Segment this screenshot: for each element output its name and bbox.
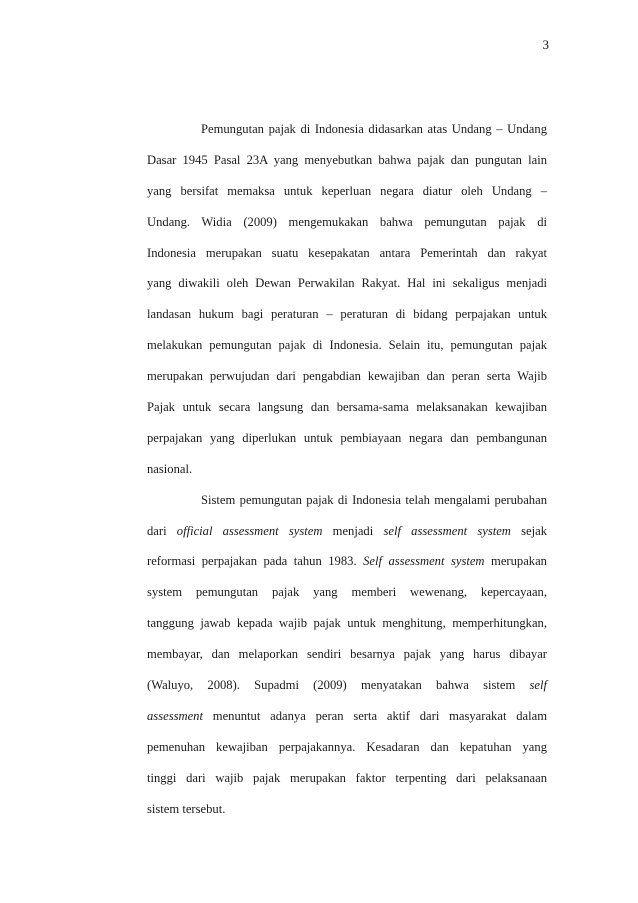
text-segment: membayar, dan melaporkan sendiri besarnya pajak yang harus dibayar	[147, 647, 547, 662]
text-line	[147, 584, 547, 615]
italic-term: official assessment system	[176, 523, 323, 538]
text-line	[147, 430, 547, 461]
text-segment: merupakan perwujudan dari pengabdian kewajiban dan peran serta Wajib	[147, 369, 547, 384]
text-segment: menjadi	[322, 523, 384, 538]
text-line	[147, 461, 547, 492]
text-line	[147, 121, 547, 152]
text-line	[147, 553, 547, 584]
text-line	[147, 801, 547, 832]
text-segment: merupakan	[484, 554, 547, 569]
italic-term: self	[529, 678, 547, 693]
italic-term: Self assessment system	[363, 554, 485, 569]
text-line	[147, 739, 547, 770]
text-line	[147, 245, 547, 276]
text-line	[147, 275, 547, 306]
text-line	[147, 492, 547, 523]
page-number: 3	[542, 37, 549, 52]
text-segment: Dasar 1945 Pasal 23A yang menyebutkan bahwa pajak dan pungutan lain	[147, 152, 547, 167]
text-segment: reformasi perpajakan pada tahun 1983.	[147, 554, 364, 569]
text-line	[147, 523, 547, 554]
text-line	[147, 337, 547, 368]
text-segment: menuntut adanya peran serta aktif dari masyarakat dalam	[202, 708, 547, 723]
text-segment: sistem tersebut.	[147, 801, 226, 816]
text-segment: landasan hukum bagi peraturan – peraturan di bidang perpajakan untuk	[147, 307, 547, 322]
text-line	[147, 368, 547, 399]
text-segment: nasional.	[147, 461, 193, 476]
text-line	[147, 708, 547, 739]
text-line	[147, 214, 547, 245]
text-segment: tanggung jawab kepada wajib pajak untuk menghitung, memperhitungkan,	[147, 616, 547, 631]
text-segment: Indonesia merupakan suatu kesepakatan antara Pemerintah dan rakyat	[147, 245, 547, 260]
body-text	[147, 121, 547, 831]
text-segment: Undang. Widia (2009) mengemukakan bahwa pemungutan pajak di	[147, 214, 547, 229]
italic-term: assessment	[147, 708, 203, 723]
text-segment: sejak	[510, 523, 547, 538]
text-segment: Pemungutan pajak di Indonesia didasarkan atas Undang – Undang	[201, 122, 547, 136]
text-line	[147, 646, 547, 677]
text-segment: tinggi dari wajib pajak merupakan faktor terpenting dari pelaksanaan	[147, 770, 547, 785]
text-segment: Sistem pemungutan pajak di Indonesia telah mengalami perubahan	[201, 492, 547, 507]
text-segment: perpajakan yang diperlukan untuk pembiayaan negara dan pembangunan	[147, 430, 547, 445]
text-segment: (Waluyo, 2008). Supadmi (2009) menyatakan bahwa sistem	[147, 678, 530, 693]
italic-term: self assessment system	[383, 523, 511, 538]
text-segment: melakukan pemungutan pajak di Indonesia. Selain itu, pemungutan pajak	[147, 338, 547, 353]
text-segment: yang bersifat memaksa untuk keperluan negara diatur oleh Undang –	[147, 183, 547, 198]
text-segment: yang diwakili oleh Dewan Perwakilan Rakyat. Hal ini sekaligus menjadi	[147, 276, 547, 291]
text-line	[147, 399, 547, 430]
text-line	[147, 677, 547, 708]
text-segment: system pemungutan pajak yang memberi wewenang, kepercayaan,	[147, 585, 547, 600]
text-segment: Pajak untuk secara langsung dan bersama-sama melaksanakan kewajiban	[147, 400, 547, 415]
text-segment: dari	[147, 523, 177, 538]
text-segment: pemenuhan kewajiban perpajakannya. Kesadaran dan kepatuhan yang	[147, 739, 547, 754]
text-line	[147, 770, 547, 801]
text-line	[147, 306, 547, 337]
text-line	[147, 152, 547, 183]
text-line	[147, 615, 547, 646]
text-line	[147, 183, 547, 214]
